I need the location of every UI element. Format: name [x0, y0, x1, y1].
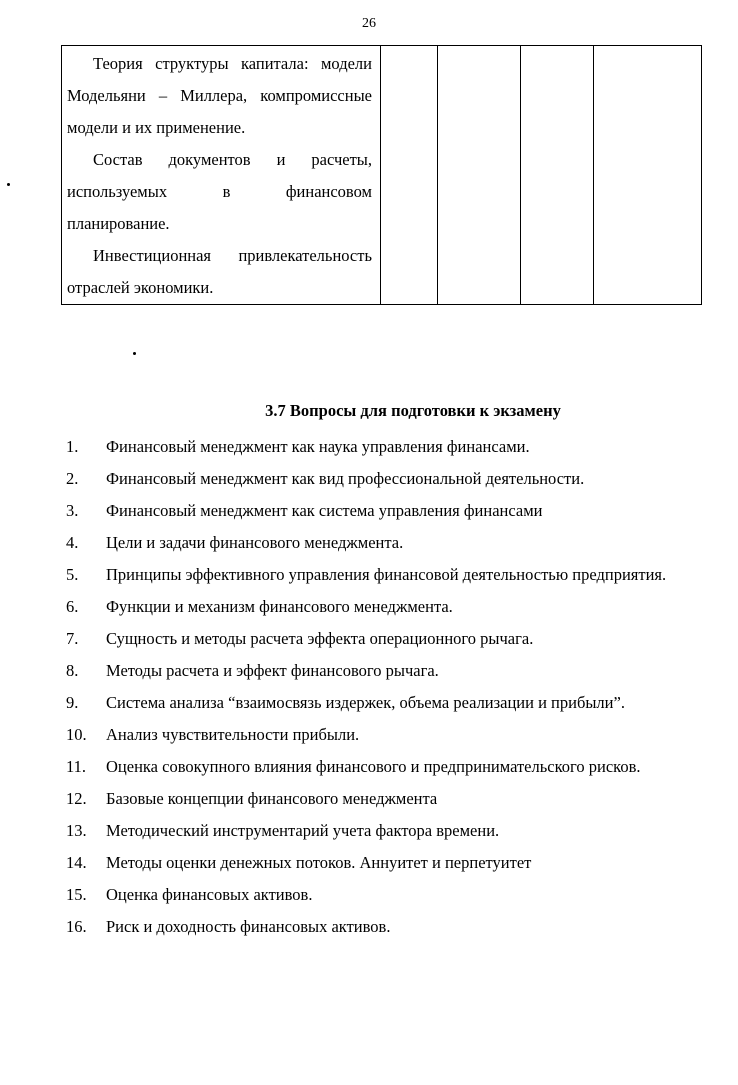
question-text: Методы оценки денежных потоков. Аннуитет и перпетуитет [106, 853, 532, 872]
question-text: Оценка совокупного влияния финансового и предпринимательского рисков. [106, 757, 641, 776]
question-text: Оценка финансовых активов. [106, 885, 313, 904]
question-text: Принципы эффективного управления финансовой деятельностью предприятия. [106, 565, 667, 584]
question-number: 13. [66, 821, 87, 840]
question-item [66, 623, 710, 655]
question-number: 6. [66, 597, 79, 616]
question-item [66, 559, 710, 591]
question-number: 12. [66, 789, 87, 808]
question-text: Финансовый менеджмент как вид профессиональной деятельности. [106, 469, 585, 488]
speck-mark [7, 183, 10, 186]
question-text: Риск и доходность финансовых активов. [106, 917, 391, 936]
question-number: 14. [66, 853, 87, 872]
question-number: 8. [66, 661, 79, 680]
question-number: 5. [66, 565, 79, 584]
question-item [66, 719, 710, 751]
section-title: 3.7 Вопросы для подготовки к экзамену [265, 401, 561, 420]
topics-table [61, 45, 702, 305]
question-text: Методы расчета и эффект финансового рычага. [106, 661, 439, 680]
question-number: 9. [66, 693, 79, 712]
question-text: Финансовый менеджмент как система управления финансами [106, 501, 543, 520]
question-item [66, 431, 710, 463]
empty-cell [594, 46, 702, 305]
question-number: 11. [66, 757, 87, 776]
question-number: 4. [66, 533, 79, 552]
topic-paragraph: Состав документов и расчеты, используемых в финансовом планирование. [67, 150, 372, 233]
speck-mark [133, 352, 136, 355]
empty-cell [438, 46, 521, 305]
page-number: 26 [362, 16, 376, 31]
question-item [66, 655, 710, 687]
question-item [66, 783, 710, 815]
question-number: 16. [66, 917, 87, 936]
question-number: 7. [66, 629, 79, 648]
question-item [66, 751, 710, 783]
question-item [66, 591, 710, 623]
question-number: 3. [66, 501, 79, 520]
question-text: Цели и задачи финансового менеджмента. [106, 533, 404, 552]
question-item [66, 815, 710, 847]
question-number: 1. [66, 437, 79, 456]
topics-cell [62, 46, 381, 305]
question-item [66, 879, 710, 911]
question-text: Анализ чувствительности прибыли. [106, 725, 360, 744]
question-item [66, 847, 710, 879]
question-text: Финансовый менеджмент как наука управления финансами. [106, 437, 530, 456]
question-text: Базовые концепции финансового менеджмента [106, 789, 438, 808]
question-item [66, 911, 710, 943]
question-item [66, 687, 710, 719]
question-number: 10. [66, 725, 87, 744]
question-number: 15. [66, 885, 87, 904]
question-text: Система анализа “взаимосвязь издержек, объема реализации и прибыли”. [106, 693, 625, 712]
empty-cell [521, 46, 594, 305]
question-item [66, 527, 710, 559]
topic-paragraph: Теория структуры капитала: модели Модельяни – Миллера, компромиссные модели и их применение. [67, 54, 372, 137]
question-item [66, 463, 710, 495]
question-text: Методический инструментарий учета фактора времени. [106, 821, 500, 840]
question-text: Сущность и методы расчета эффекта операционного рычага. [106, 629, 534, 648]
table-row [62, 46, 702, 305]
question-number: 2. [66, 469, 79, 488]
exam-questions-list [66, 431, 710, 943]
question-text: Функции и механизм финансового менеджмента. [106, 597, 453, 616]
topic-paragraph: Инвестиционная привлекательность отраслей экономики. [67, 246, 372, 297]
empty-cell [381, 46, 438, 305]
question-item [66, 495, 710, 527]
